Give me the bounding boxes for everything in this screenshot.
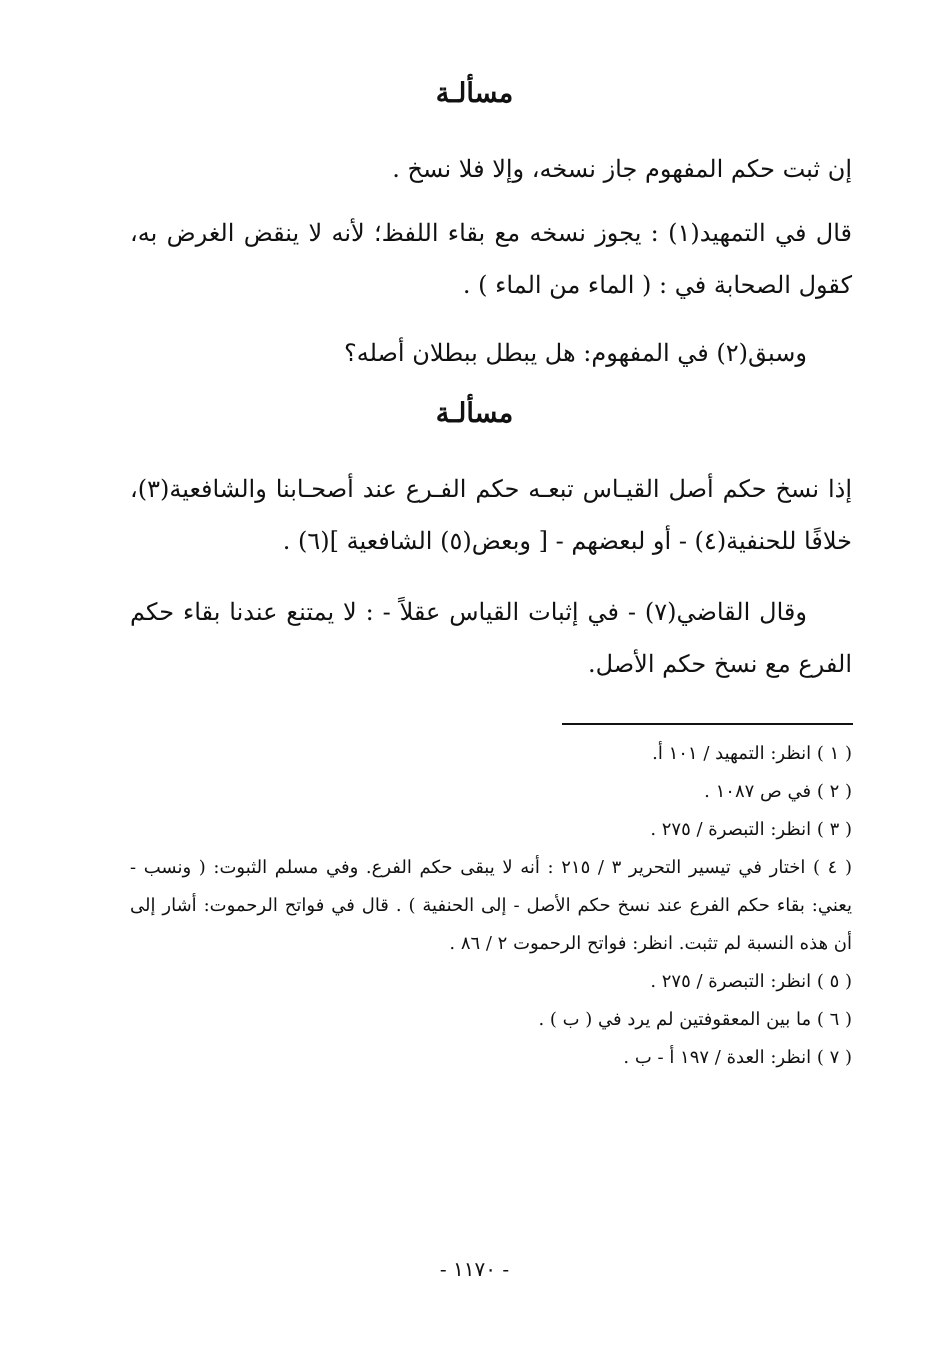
footnote-7: ( ٧ ) انظر: العدة / ١٩٧ أ - ب . <box>623 1047 852 1068</box>
section-heading-2: مسألـة <box>435 398 514 429</box>
footnote-6: ( ٦ ) ما بين المعقوفتين لم يرد في ( ب ) . <box>538 1009 852 1030</box>
section-heading-1: مسألـة <box>435 78 514 109</box>
footnote-1: ( ١ ) انظر: التمهيد / ١٠١ أ. <box>652 743 852 764</box>
footnote-5: ( ٥ ) انظر: التبصرة / ٢٧٥ . <box>650 971 852 992</box>
footnote-2: ( ٢ ) في ص ١٠٨٧ . <box>704 781 852 802</box>
footnote-divider <box>562 723 853 725</box>
paragraph-qiyas-asl: إذا نسخ حكم أصل القيـاس تبعـه حكم الفـرع عند أصحـابنا والشافعية(٣)، خلافًا للحنفية(٤) - أو لبعضهم - [ وبعض(٥) الشافعية ](٦) . <box>130 475 853 555</box>
footnote-3: ( ٣ ) انظر: التبصرة / ٢٧٥ . <box>650 819 852 840</box>
paragraph-tamhid-quote: قال في التمهيد(١) : يجوز نسخه مع بقاء اللفظ؛ لأنه لا ينقض الغرض به، كقول الصحابة في : ( الماء من الماء ) . <box>130 219 852 299</box>
footnotes-block <box>130 735 852 1077</box>
paragraph-qadi-view: وقال القاضي(٧) - في إثبات القياس عقلاً - : لا يمتنع عندنا بقاء حكم الفرع مع نسخ حكم الأصل. <box>130 598 852 678</box>
paragraph-mafhum-reference: وسبق(٢) في المفهوم: هل يبطل ببطلان أصله؟ <box>343 339 807 367</box>
paragraph-nasikh-mafhum: إن ثبت حكم المفهوم جاز نسخه، وإلا فلا نسخ . <box>392 155 852 183</box>
page-number: - ١١٧٠ - <box>439 1257 510 1281</box>
footnote-4: ( ٤ ) اختار في تيسير التحرير ٣ / ٢١٥ : أنه لا يبقى حكم الفرع. وفي مسلم الثبوت: ( ونسب - يعني: بقاء حكم الفرع عند نسخ حكم الأصل - إلى الحنفية ) . قال في فواتح الرحموت: أشار إلى أن هذه النسبة لم تثبت. انظر: فواتح الرحموت ٢ / ٨٦ . <box>130 857 852 954</box>
